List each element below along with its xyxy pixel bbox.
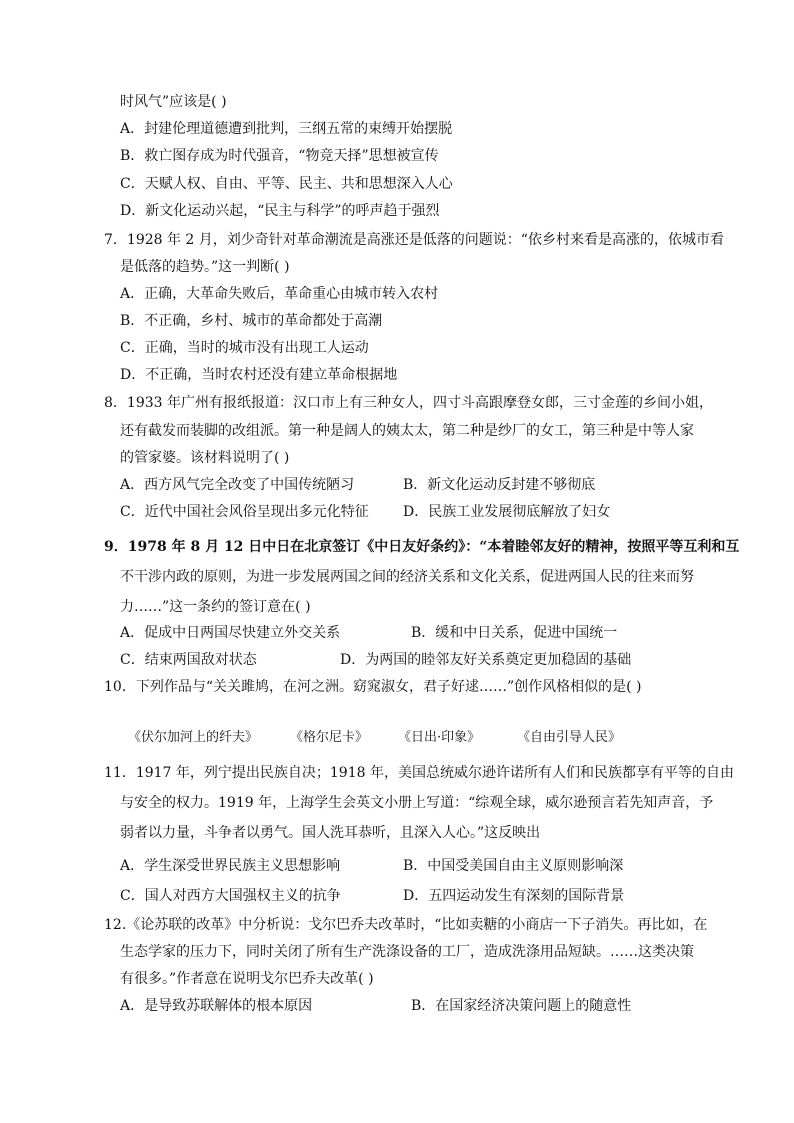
q6-option-c: C．天赋人权、自由、平等、民主、共和思想深入人心 — [120, 176, 453, 192]
q11-option-d: D．五四运动发生有深刻的国际背景 — [403, 888, 625, 904]
q12-stem-line-2: 生态学家的压力下，同时关闭了所有生产洗涤设备的工厂，造成洗涤用品短缺。……这类决策 — [120, 944, 694, 960]
q11-stem-line-1: 11．1917 年，列宁提出民族自决；1918 年，美国总统威尔逊许诺所有人们和民族都享有平等的自由 — [104, 765, 734, 781]
q8-stem-line-3: 的管家婆。该材料说明了( ) — [120, 450, 290, 466]
q7-option-a: A．正确，大革命失败后，革命重心由城市转入农村 — [120, 286, 439, 302]
q11-option-b: B．中国受美国自由主义原则影响深 — [403, 858, 624, 874]
q10-caption-2: 《格尔尼卡》 — [290, 730, 369, 745]
q8-option-b: B．新文化运动反封建不够彻底 — [403, 477, 596, 493]
q8-option-c: C．近代中国社会风俗呈现出多元化特征 — [120, 504, 369, 520]
q12-option-a: A．是导致苏联解体的根本原因 — [120, 998, 313, 1014]
q11-stem-line-3: 弱者以力量，斗争者以勇气。国人洗耳恭听，且深入人心。”这反映出 — [120, 825, 541, 841]
q10-caption-3: 《日出·印象》 — [398, 730, 481, 745]
q8-option-a: A．西方风气完全改变了中国传统陋习 — [120, 477, 355, 493]
q11-stem-line-2: 与安全的权力。1919 年，上海学生会英文小册上写道：“综观全球，威尔逊预言若先知声音，予 — [120, 795, 714, 811]
q10-stem: 10．下列作品与“关关雎鸠，在河之洲。窈窕淑女，君子好逑……”创作风格相似的是( ) — [104, 679, 642, 695]
q11-option-a: A．学生深受世界民族主义思想影响 — [120, 858, 341, 874]
q12-option-b: B．在国家经济决策问题上的随意性 — [411, 998, 632, 1014]
q9-option-c: C．结束两国敌对状态 — [120, 652, 257, 668]
q10-caption-4: 《自由引导人民》 — [517, 730, 622, 745]
q6-option-b: B．救亡图存成为时代强音，“物竞天择”思想被宣传 — [120, 148, 439, 164]
q10-caption-1: 《伏尔加河上的纤夫》 — [128, 730, 259, 745]
q9-option-d: D．为两国的睦邻友好关系奠定更加稳固的基础 — [340, 652, 632, 668]
q9-stem-line-3: 力……”这一条约的签订意在( ) — [120, 599, 311, 615]
q7-stem-line-1: 7．1928 年 2 月，刘少奇针对革命潮流是高涨还是低落的问题说：“依乡村来看是高涨的，依城市看 — [104, 232, 724, 248]
q11-option-c: C．国人对西方大国强权主义的抗争 — [120, 888, 341, 904]
q12-stem-line-1: 12.《论苏联的改革》中分析说：戈尔巴乔夫改革时，“比如卖糖的小商店一下子消失。再比如，在 — [104, 917, 708, 933]
q9-option-b: B．缓和中日关系，促进中国统一 — [411, 625, 618, 641]
q7-option-d: D．不正确，当时农村还没有建立革命根据地 — [120, 367, 398, 383]
q7-stem-line-2: 是低落的趋势。”这一判断( ) — [120, 259, 290, 275]
q12-stem-line-3: 有很多。”作者意在说明戈尔巴乔夫改革( ) — [120, 971, 374, 987]
q7-option-b: B．不正确，乡村、城市的革命都处于高潮 — [120, 313, 383, 329]
q8-stem-line-2: 还有截发而装脚的改组派。第一种是阔人的姨太太，第二种是纱厂的女工，第三种是中等人家 — [120, 423, 694, 439]
q7-option-c: C．正确，当时的城市没有出现工人运动 — [120, 340, 369, 356]
q6-stem-tail: 时风气”应该是( ) — [120, 94, 227, 110]
q8-option-d: D．民族工业发展彻底解放了妇女 — [403, 504, 611, 520]
q6-option-d: D．新文化运动兴起，“民主与科学”的呼声趋于强烈 — [120, 203, 440, 219]
q9-stem-line-2: 不干涉内政的原则，为进一步发展两国之间的经济关系和文化关系，促进两国人民的往来而努 — [120, 569, 694, 585]
q6-option-a: A．封建伦理道德遭到批判，三纲五常的束缚开始摆脱 — [120, 121, 453, 137]
q9-option-a: A．促成中日两国尽快建立外交关系 — [120, 625, 341, 641]
q8-stem-line-1: 8．1933 年广州有报纸报道：汉口市上有三种女人，四寸斗高跟摩登女郎，三寸金莲的乡间小姐， — [104, 395, 713, 411]
q9-stem-line-1: 9．1978 年 8 月 12 日中日在北京签订《中日友好条约》：“本着睦邻友好的精神，按照平等互利和互 — [104, 539, 740, 555]
